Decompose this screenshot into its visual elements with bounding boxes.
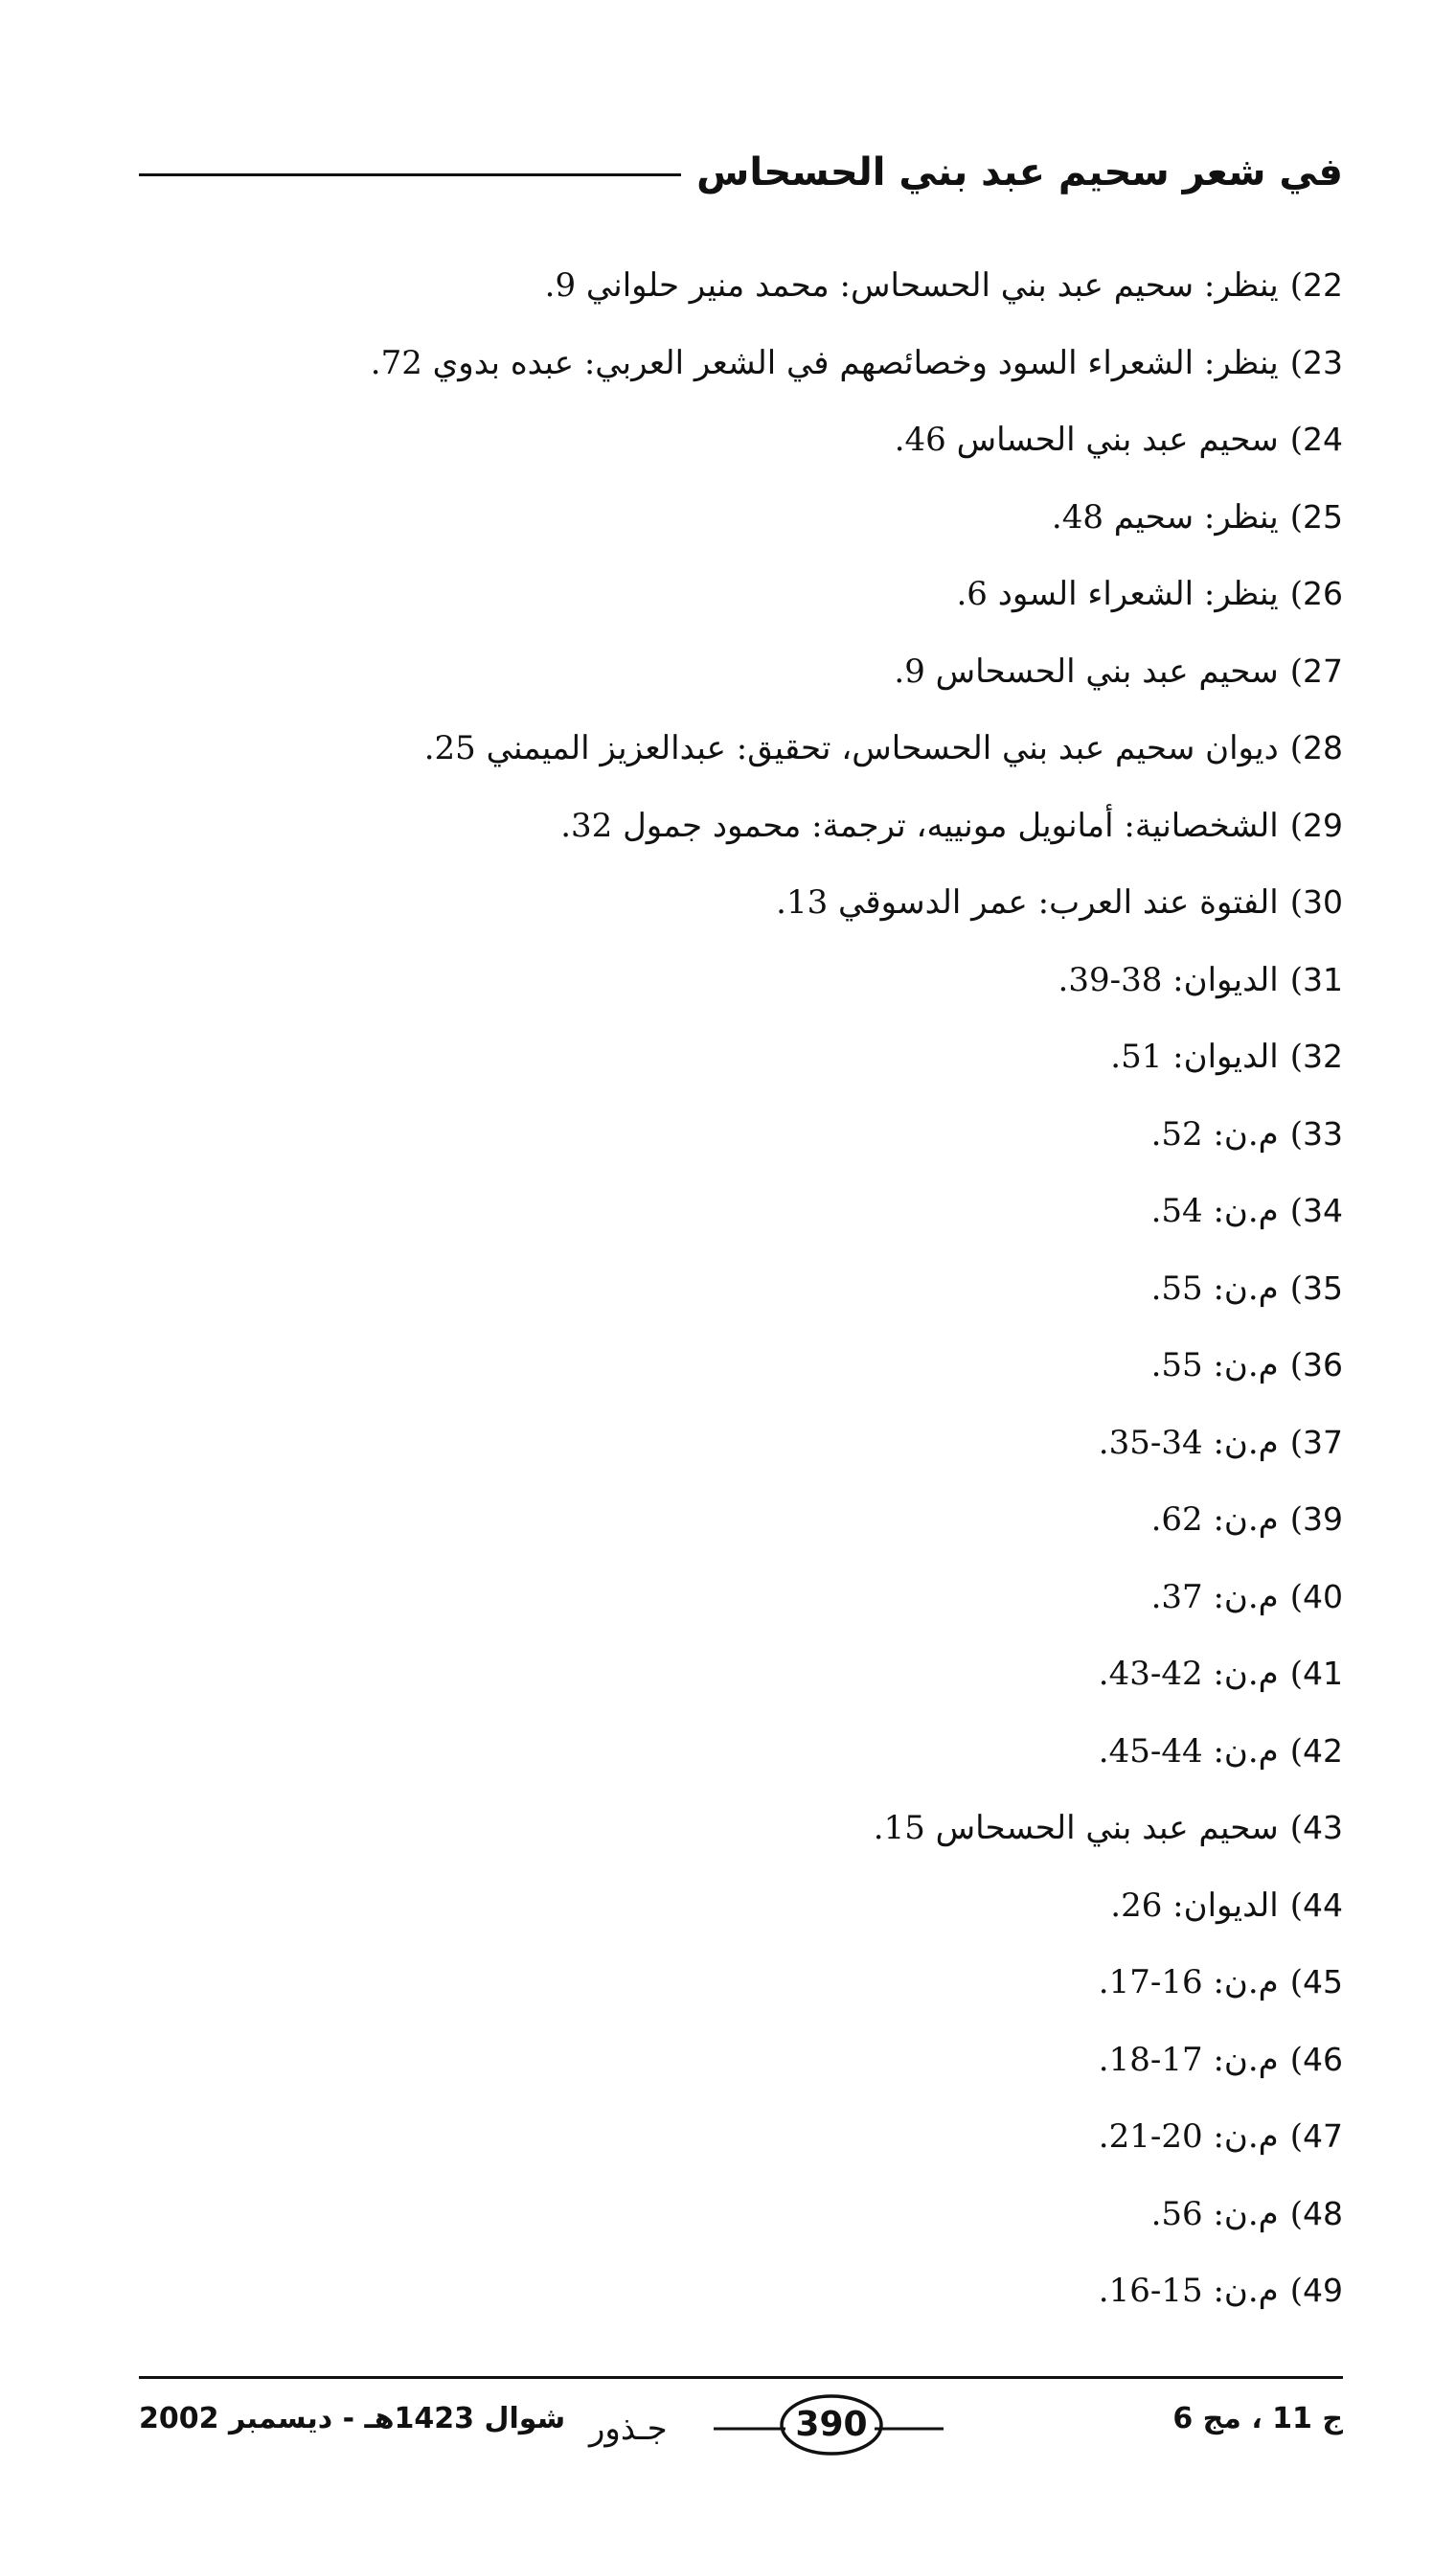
endnote-number: 47 xyxy=(1303,2117,1343,2155)
endnote-paren: ) xyxy=(1289,806,1303,845)
endnote-text: م.ن: 62. xyxy=(1150,1500,1279,1539)
endnote-paren: ) xyxy=(1289,2272,1303,2310)
endnote-text: الديوان: 26. xyxy=(1110,1886,1279,1925)
footer-rule xyxy=(139,2376,1343,2379)
endnote-paren: ) xyxy=(1289,2194,1303,2233)
endnote-text: م.ن: 55. xyxy=(1150,1346,1279,1384)
header-title: في شعر سحيم عبد بني الحسحاس xyxy=(681,134,1343,211)
endnote-item xyxy=(136,788,1343,865)
endnote-item xyxy=(136,401,1343,479)
endnote-number: 31 xyxy=(1303,960,1343,998)
endnote-item xyxy=(136,1559,1343,1636)
endnote-item xyxy=(136,1790,1343,1867)
endnote-number: 36 xyxy=(1303,1346,1343,1383)
endnote-paren: ) xyxy=(1289,497,1303,537)
endnote-paren: ) xyxy=(1289,1038,1303,1076)
endnote-text: م.ن: 56. xyxy=(1150,2194,1279,2233)
endnote-text: ينظر: سحيم عبد بني الحسحاس: محمد منير حلواني 9. xyxy=(544,266,1279,305)
endnote-number: 45 xyxy=(1303,1963,1343,2000)
endnote-number: 32 xyxy=(1303,1038,1343,1075)
endnote-number: 43 xyxy=(1303,1809,1343,1846)
endnote-item xyxy=(136,1481,1343,1559)
endnote-text: م.ن: 42-43. xyxy=(1098,1655,1279,1693)
endnote-item xyxy=(136,2022,1343,2099)
endnote-number: 48 xyxy=(1303,2194,1343,2232)
page-number: 390 xyxy=(795,2405,868,2444)
endnote-item xyxy=(136,1096,1343,1174)
endnote-paren: ) xyxy=(1289,1731,1303,1771)
endnote-paren: ) xyxy=(1289,729,1303,767)
endnote-paren: ) xyxy=(1289,1963,1303,2001)
endnote-item xyxy=(136,247,1343,325)
endnote-text: ينظر: سحيم 48. xyxy=(1051,497,1279,537)
endnote-paren: ) xyxy=(1289,960,1303,999)
endnote-number: 42 xyxy=(1303,1731,1343,1770)
endnote-number: 26 xyxy=(1303,575,1343,612)
endnote-paren: ) xyxy=(1289,1886,1303,1925)
endnote-paren: ) xyxy=(1289,266,1303,305)
endnote-number: 35 xyxy=(1303,1269,1343,1307)
endnote-paren: ) xyxy=(1289,883,1303,922)
endnotes-list xyxy=(136,247,1343,2330)
endnote-text: م.ن: 34-35. xyxy=(1098,1423,1279,1462)
endnote-paren: ) xyxy=(1289,1809,1303,1847)
endnote-paren: ) xyxy=(1289,575,1303,613)
endnote-text: م.ن: 17-18. xyxy=(1098,2040,1279,2079)
endnote-text: م.ن: 16-17. xyxy=(1098,1963,1279,2001)
endnote-item xyxy=(136,1018,1343,1096)
endnote-item xyxy=(136,1405,1343,1482)
endnote-text: ينظر: الشعراء السود وخصائصهم في الشعر العربي: عبده بدوي 72. xyxy=(370,343,1279,382)
footer-logo xyxy=(589,2390,1001,2467)
endnote-text: الديوان: 51. xyxy=(1110,1038,1279,1076)
endnote-number: 34 xyxy=(1303,1192,1343,1229)
endnote-paren: ) xyxy=(1289,2040,1303,2079)
endnote-item xyxy=(136,2098,1343,2176)
endnote-paren: ) xyxy=(1289,651,1303,691)
endnote-number: 30 xyxy=(1303,883,1343,921)
endnote-item xyxy=(136,942,1343,1019)
footer-volume: ج 11 ، مج 6 xyxy=(1172,2402,1343,2435)
endnote-number: 49 xyxy=(1303,2272,1343,2309)
endnote-text: ينظر: الشعراء السود 6. xyxy=(956,575,1279,613)
endnote-number: 22 xyxy=(1303,266,1343,304)
endnote-paren: ) xyxy=(1289,1346,1303,1384)
endnote-text: ديوان سحيم عبد بني الحسحاس، تحقيق: عبدالعزيز الميمني 25. xyxy=(423,729,1279,767)
footer-date: شوال 1423هـ - ديسمبر 2002 xyxy=(139,2402,566,2435)
endnote-text: م.ن: 52. xyxy=(1150,1114,1279,1154)
endnote-item xyxy=(136,1713,1343,1791)
endnote-number: 37 xyxy=(1303,1423,1343,1461)
endnote-item xyxy=(136,1944,1343,2022)
endnote-paren: ) xyxy=(1289,1423,1303,1462)
endnote-text: الديوان: 38-39. xyxy=(1058,960,1279,999)
endnote-item xyxy=(136,1867,1343,1945)
endnote-number: 33 xyxy=(1303,1114,1343,1153)
endnote-paren: ) xyxy=(1289,1500,1303,1539)
endnote-text: الفتوة عند العرب: عمر الدسوقي 13. xyxy=(776,883,1279,922)
endnote-text: م.ن: 54. xyxy=(1150,1192,1279,1230)
endnote-paren: ) xyxy=(1289,1577,1303,1616)
endnote-item xyxy=(136,864,1343,942)
endnote-number: 40 xyxy=(1303,1577,1343,1615)
endnote-text: م.ن: 55. xyxy=(1150,1269,1279,1308)
endnote-paren: ) xyxy=(1289,1114,1303,1154)
endnote-number: 28 xyxy=(1303,729,1343,766)
endnote-item xyxy=(136,2252,1343,2330)
endnote-text: سحيم عبد بني الحساس 46. xyxy=(894,421,1279,459)
endnote-text: م.ن: 44-45. xyxy=(1098,1731,1279,1771)
endnote-item xyxy=(136,1173,1343,1250)
endnote-text: م.ن: 37. xyxy=(1150,1577,1279,1616)
endnote-item xyxy=(136,633,1343,711)
endnote-item xyxy=(136,2176,1343,2253)
endnote-item xyxy=(136,479,1343,557)
endnote-paren: ) xyxy=(1289,1655,1303,1693)
endnote-paren: ) xyxy=(1289,1269,1303,1308)
endnote-number: 46 xyxy=(1303,2040,1343,2078)
endnote-number: 29 xyxy=(1303,806,1343,844)
endnote-text: م.ن: 15-16. xyxy=(1098,2272,1279,2310)
endnote-number: 39 xyxy=(1303,1500,1343,1538)
endnote-paren: ) xyxy=(1289,343,1303,382)
endnote-item xyxy=(136,556,1343,633)
endnote-number: 41 xyxy=(1303,1655,1343,1692)
endnote-item xyxy=(136,710,1343,788)
endnote-number: 44 xyxy=(1303,1886,1343,1924)
endnote-item xyxy=(136,1635,1343,1713)
journal-name: جـذور xyxy=(589,2410,668,2448)
endnote-number: 24 xyxy=(1303,421,1343,458)
endnote-text: سحيم عبد بني الحسحاس 15. xyxy=(873,1809,1279,1847)
running-header xyxy=(139,134,1343,211)
endnote-number: 25 xyxy=(1303,497,1343,536)
endnote-text: الشخصانية: أمانويل مونييه، ترجمة: محمود جمول 32. xyxy=(560,806,1279,845)
endnote-number: 23 xyxy=(1303,343,1343,381)
endnote-text: سحيم عبد بني الحسحاس 9. xyxy=(894,651,1279,691)
endnote-paren: ) xyxy=(1289,1192,1303,1230)
endnote-text: م.ن: 20-21. xyxy=(1098,2117,1279,2156)
endnote-item xyxy=(136,1250,1343,1328)
endnote-item xyxy=(136,325,1343,402)
endnote-item xyxy=(136,1327,1343,1405)
endnote-paren: ) xyxy=(1289,2117,1303,2156)
endnote-number: 27 xyxy=(1303,651,1343,690)
page-footer xyxy=(139,2390,1343,2467)
endnote-paren: ) xyxy=(1289,421,1303,459)
